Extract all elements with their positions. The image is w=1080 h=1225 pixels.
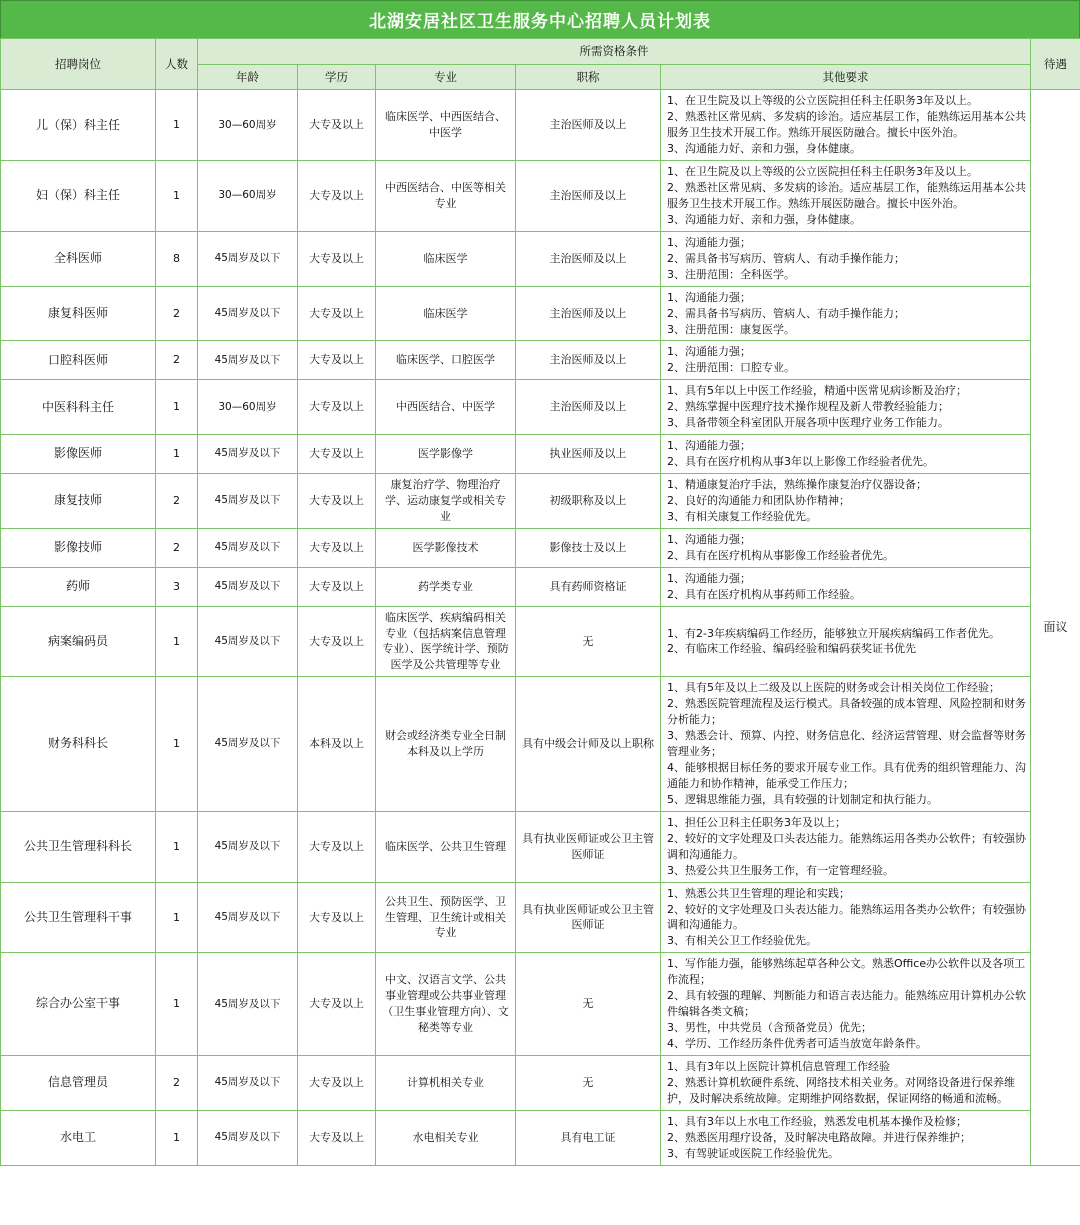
cell-post: 综合办公室干事 [1, 953, 156, 1056]
cell-age: 45周岁及以下 [198, 286, 298, 341]
requirement-line: 1、在卫生院及以上等级的公立医院担任科主任职务3年及以上。 [667, 94, 978, 108]
cell-other-requirements [661, 286, 1031, 341]
requirement-line: 3、沟通能力好、亲和力强，身体健康。 [667, 142, 861, 156]
header-qualification-group: 所需资格条件 [198, 39, 1031, 65]
cell-post: 儿（保）科主任 [1, 90, 156, 161]
requirement-line: 2、较好的文字处理及口头表达能力。能熟练运用各类办公软件；有较强协调和沟通能力。 [667, 831, 1026, 861]
cell-treatment: 面议 [1031, 90, 1080, 1165]
requirement-line: 1、担任公卫科主任职务3年及以上； [667, 815, 846, 829]
cell-age: 45周岁及以下 [198, 231, 298, 286]
cell-job-title: 初级职称及以上 [516, 474, 661, 529]
header-row-top [1, 39, 1080, 65]
cell-age: 45周岁及以下 [198, 1110, 298, 1165]
cell-major: 中西医结合、中医等相关专业 [376, 161, 516, 232]
cell-education: 大专及以上 [298, 161, 376, 232]
cell-other-requirements [661, 231, 1031, 286]
cell-education: 大专及以上 [298, 1055, 376, 1110]
cell-age: 45周岁及以下 [198, 811, 298, 882]
cell-major: 临床医学、口腔医学 [376, 341, 516, 380]
cell-major: 临床医学、疾病编码相关专业（包括病案信息管理专业）、医学统计学、预防医学及公共管理等专业 [376, 606, 516, 677]
header-job-title: 职称 [516, 64, 661, 90]
table-row [1, 435, 1080, 474]
cell-count: 1 [156, 380, 198, 435]
requirement-line: 3、有相关康复工作经验优先。 [667, 509, 817, 523]
table-row [1, 953, 1080, 1056]
cell-job-title: 主治医师及以上 [516, 380, 661, 435]
cell-job-title: 主治医师及以上 [516, 341, 661, 380]
cell-post: 信息管理员 [1, 1055, 156, 1110]
cell-post: 财务科科长 [1, 677, 156, 812]
header-other: 其他要求 [661, 64, 1031, 90]
cell-education: 大专及以上 [298, 606, 376, 677]
cell-other-requirements [661, 1110, 1031, 1165]
cell-major: 医学影像技术 [376, 528, 516, 567]
table-row [1, 677, 1080, 812]
cell-other-requirements [661, 677, 1031, 812]
header-treatment: 待遇 [1031, 39, 1080, 90]
requirement-line: 1、沟通能力强； [667, 571, 751, 585]
cell-other-requirements [661, 1055, 1031, 1110]
requirement-line: 3、有相关公卫工作经验优先。 [667, 934, 817, 948]
requirement-line: 3、热爱公共卫生服务工作，有一定管理经验。 [667, 863, 894, 877]
cell-post: 影像技师 [1, 528, 156, 567]
requirement-line: 2、良好的沟通能力和团队协作精神； [667, 493, 850, 507]
cell-job-title: 具有执业医师证或公卫主管医师证 [516, 882, 661, 953]
cell-post: 公共卫生管理科科长 [1, 811, 156, 882]
table-row [1, 1110, 1080, 1165]
cell-age: 45周岁及以下 [198, 606, 298, 677]
cell-major: 中文、汉语言文学、公共事业管理或公共事业管理（卫生事业管理方向）、文秘类等专业 [376, 953, 516, 1056]
table-row [1, 474, 1080, 529]
requirement-line: 2、熟悉社区常见病、多发病的诊治。适应基层工作，能熟练运用基本公共服务卫生技术开展工作。熟练开展医防融合。擅长中医外治。 [667, 181, 1026, 210]
table-row [1, 567, 1080, 606]
cell-major: 中西医结合、中医学 [376, 380, 516, 435]
cell-count: 2 [156, 286, 198, 341]
cell-major: 康复治疗学、物理治疗学、运动康复学或相关专业 [376, 474, 516, 529]
cell-post: 康复技师 [1, 474, 156, 529]
requirement-line: 1、具有5年以上中医工作经验，精通中医常见病诊断及治疗； [667, 384, 967, 398]
requirement-line: 3、男性，中共党员（含预备党员）优先； [667, 1021, 872, 1035]
requirement-line: 3、有驾驶证或医院工作经验优先。 [667, 1146, 839, 1160]
requirement-line: 2、具有在医疗机构从事影像工作经验者优先。 [667, 548, 894, 562]
header-major: 专业 [376, 64, 516, 90]
requirement-line: 2、需具备书写病历、管病人、有动手操作能力； [667, 306, 905, 320]
cell-age: 45周岁及以下 [198, 435, 298, 474]
requirement-line: 1、沟通能力强； [667, 235, 751, 249]
header-age: 年龄 [198, 64, 298, 90]
cell-job-title: 无 [516, 953, 661, 1056]
requirement-line: 4、能够根据目标任务的要求开展专业工作。具有优秀的组织管理能力、沟通能力和协作精神，能承受工作压力； [667, 761, 1026, 790]
requirement-line: 2、熟悉医用理疗设备，及时解决电路故障。并进行保养维护； [667, 1130, 971, 1144]
cell-job-title: 具有中级会计师及以上职称 [516, 677, 661, 812]
header-post: 招聘岗位 [1, 39, 156, 90]
cell-major: 公共卫生、预防医学、卫生管理、卫生统计或相关专业 [376, 882, 516, 953]
requirement-line: 1、沟通能力强； [667, 532, 751, 546]
table-row [1, 161, 1080, 232]
table-row [1, 606, 1080, 677]
cell-count: 1 [156, 435, 198, 474]
cell-job-title: 影像技士及以上 [516, 528, 661, 567]
cell-other-requirements [661, 811, 1031, 882]
cell-job-title: 具有电工证 [516, 1110, 661, 1165]
cell-other-requirements [661, 90, 1031, 161]
cell-count: 2 [156, 1055, 198, 1110]
requirement-line: 1、在卫生院及以上等级的公立医院担任科主任职务3年及以上。 [667, 165, 978, 179]
requirement-line: 1、具有5年及以上二级及以上医院的财务或会计相关岗位工作经验； [667, 681, 1000, 695]
cell-post: 病案编码员 [1, 606, 156, 677]
cell-major: 临床医学、公共卫生管理 [376, 811, 516, 882]
recruitment-table [0, 38, 1080, 1166]
cell-education: 大专及以上 [298, 1110, 376, 1165]
cell-age: 45周岁及以下 [198, 882, 298, 953]
header-education: 学历 [298, 64, 376, 90]
cell-other-requirements [661, 474, 1031, 529]
cell-other-requirements [661, 380, 1031, 435]
cell-major: 医学影像学 [376, 435, 516, 474]
cell-count: 1 [156, 677, 198, 812]
cell-other-requirements [661, 882, 1031, 953]
cell-education: 大专及以上 [298, 286, 376, 341]
cell-education: 大专及以上 [298, 882, 376, 953]
cell-education: 大专及以上 [298, 231, 376, 286]
cell-count: 1 [156, 1110, 198, 1165]
cell-count: 2 [156, 341, 198, 380]
cell-job-title: 主治医师及以上 [516, 90, 661, 161]
requirement-line: 2、熟练掌握中医理疗技术操作规程及新人带教经验能力； [667, 400, 949, 414]
cell-education: 大专及以上 [298, 567, 376, 606]
cell-age: 45周岁及以下 [198, 567, 298, 606]
table-row [1, 882, 1080, 953]
requirement-line: 1、有2-3年疾病编码工作经历，能够独立开展疾病编码工作者优先。 [667, 626, 1000, 640]
requirement-line: 4、学历、工作经历条件优秀者可适当放宽年龄条件。 [667, 1037, 927, 1051]
cell-job-title: 执业医师及以上 [516, 435, 661, 474]
cell-major: 药学类专业 [376, 567, 516, 606]
cell-major: 临床医学、中西医结合、中医学 [376, 90, 516, 161]
requirement-line: 2、有临床工作经验、编码经验和编码获奖证书优先 [667, 642, 916, 656]
cell-post: 药师 [1, 567, 156, 606]
cell-other-requirements [661, 567, 1031, 606]
cell-post: 水电工 [1, 1110, 156, 1165]
cell-major: 水电相关专业 [376, 1110, 516, 1165]
cell-age: 45周岁及以下 [198, 953, 298, 1056]
requirement-line: 3、注册范围：康复医学。 [667, 322, 795, 336]
requirement-line: 2、熟悉医院管理流程及运行模式。具备较强的成本管理、风险控制和财务分析能力； [667, 697, 1026, 727]
cell-count: 1 [156, 953, 198, 1056]
requirement-line: 3、具备带领全科室团队开展各项中医理疗业务工作能力。 [667, 416, 949, 430]
cell-age: 30—60周岁 [198, 161, 298, 232]
cell-age: 45周岁及以下 [198, 1055, 298, 1110]
cell-job-title: 主治医师及以上 [516, 161, 661, 232]
cell-education: 大专及以上 [298, 90, 376, 161]
cell-other-requirements [661, 606, 1031, 677]
cell-other-requirements [661, 953, 1031, 1056]
cell-major: 临床医学 [376, 286, 516, 341]
cell-job-title: 无 [516, 1055, 661, 1110]
cell-post: 公共卫生管理科干事 [1, 882, 156, 953]
cell-education: 大专及以上 [298, 435, 376, 474]
cell-other-requirements [661, 528, 1031, 567]
requirement-line: 1、写作能力强，能够熟练起草各种公文。熟悉Office办公软件以及各项工作流程； [667, 957, 1026, 987]
cell-count: 1 [156, 161, 198, 232]
cell-age: 30—60周岁 [198, 90, 298, 161]
cell-count: 2 [156, 474, 198, 529]
requirement-line: 2、具有在医疗机构从事药师工作经验。 [667, 587, 861, 601]
table-row [1, 380, 1080, 435]
requirement-line: 3、注册范围：全科医学。 [667, 267, 795, 281]
cell-education: 大专及以上 [298, 380, 376, 435]
cell-count: 1 [156, 882, 198, 953]
cell-job-title: 具有执业医师证或公卫主管医师证 [516, 811, 661, 882]
requirement-line: 2、熟悉计算机软硬件系统、网络技术相关业务。对网络设备进行保养维护，及时解决系统故障。定期维护网络数据，保证网络的畅通和流畅。 [667, 1075, 1015, 1105]
cell-job-title: 无 [516, 606, 661, 677]
cell-other-requirements [661, 161, 1031, 232]
cell-education: 本科及以上 [298, 677, 376, 812]
requirement-line: 2、熟悉社区常见病、多发病的诊治。适应基层工作，能熟练运用基本公共服务卫生技术开展工作。熟练开展医防融合。擅长中医外治。 [667, 110, 1026, 140]
cell-major: 计算机相关专业 [376, 1055, 516, 1110]
table-row [1, 1055, 1080, 1110]
cell-count: 3 [156, 567, 198, 606]
cell-count: 1 [156, 606, 198, 677]
cell-age: 30—60周岁 [198, 380, 298, 435]
cell-age: 45周岁及以下 [198, 528, 298, 567]
cell-major: 财会或经济类专业全日制本科及以上学历 [376, 677, 516, 812]
cell-count: 2 [156, 528, 198, 567]
cell-job-title: 具有药师资格证 [516, 567, 661, 606]
table-row [1, 231, 1080, 286]
cell-education: 大专及以上 [298, 811, 376, 882]
cell-education: 大专及以上 [298, 953, 376, 1056]
table-row [1, 90, 1080, 161]
table-row [1, 528, 1080, 567]
table-body [1, 90, 1080, 1165]
table-row [1, 286, 1080, 341]
requirement-line: 2、具有较强的理解、判断能力和语言表达能力。能熟练应用计算机办公软件编辑各类文稿； [667, 989, 1026, 1019]
cell-education: 大专及以上 [298, 474, 376, 529]
requirement-line: 3、沟通能力好、亲和力强，身体健康。 [667, 212, 861, 226]
cell-post: 影像医师 [1, 435, 156, 474]
page-title: 北湖安居社区卫生服务中心招聘人员计划表 [0, 0, 1080, 38]
requirement-line: 1、沟通能力强； [667, 439, 751, 453]
cell-count: 1 [156, 90, 198, 161]
table-header [1, 39, 1080, 90]
requirement-line: 1、具有3年以上医院计算机信息管理工作经验 [667, 1059, 890, 1073]
requirement-line: 2、具有在医疗机构从事3年以上影像工作经验者优先。 [667, 455, 934, 469]
table-row [1, 341, 1080, 380]
cell-other-requirements [661, 435, 1031, 474]
cell-age: 45周岁及以下 [198, 341, 298, 380]
cell-education: 大专及以上 [298, 341, 376, 380]
cell-post: 中医科科主任 [1, 380, 156, 435]
table-row [1, 811, 1080, 882]
cell-count: 8 [156, 231, 198, 286]
cell-count: 1 [156, 811, 198, 882]
cell-education: 大专及以上 [298, 528, 376, 567]
cell-post: 妇（保）科主任 [1, 161, 156, 232]
requirement-line: 1、熟悉公共卫生管理的理论和实践； [667, 886, 850, 900]
cell-age: 45周岁及以下 [198, 677, 298, 812]
requirement-line: 5、逻辑思维能力强，具有较强的计划制定和执行能力。 [667, 792, 938, 806]
requirement-line: 1、沟通能力强； [667, 345, 751, 359]
requirement-line: 1、沟通能力强； [667, 290, 751, 304]
requirement-line: 1、精通康复治疗手法，熟练操作康复治疗仪器设备； [667, 478, 927, 492]
cell-age: 45周岁及以下 [198, 474, 298, 529]
requirement-line: 3、熟悉会计、预算、内控、财务信息化、经济运营管理、财会监督等财务管理业务； [667, 729, 1026, 759]
header-count: 人数 [156, 39, 198, 90]
cell-job-title: 主治医师及以上 [516, 231, 661, 286]
cell-other-requirements [661, 341, 1031, 380]
requirement-line: 2、需具备书写病历、管病人、有动手操作能力； [667, 251, 905, 265]
cell-post: 口腔科医师 [1, 341, 156, 380]
cell-post: 全科医师 [1, 231, 156, 286]
cell-major: 临床医学 [376, 231, 516, 286]
cell-job-title: 主治医师及以上 [516, 286, 661, 341]
cell-post: 康复科医师 [1, 286, 156, 341]
requirement-line: 2、注册范围：口腔专业。 [667, 361, 795, 375]
requirement-line: 2、较好的文字处理及口头表达能力。能熟练运用各类办公软件；有较强协调和沟通能力。 [667, 902, 1026, 932]
requirement-line: 1、具有3年以上水电工作经验，熟悉发电机基本操作及检修； [667, 1114, 967, 1128]
